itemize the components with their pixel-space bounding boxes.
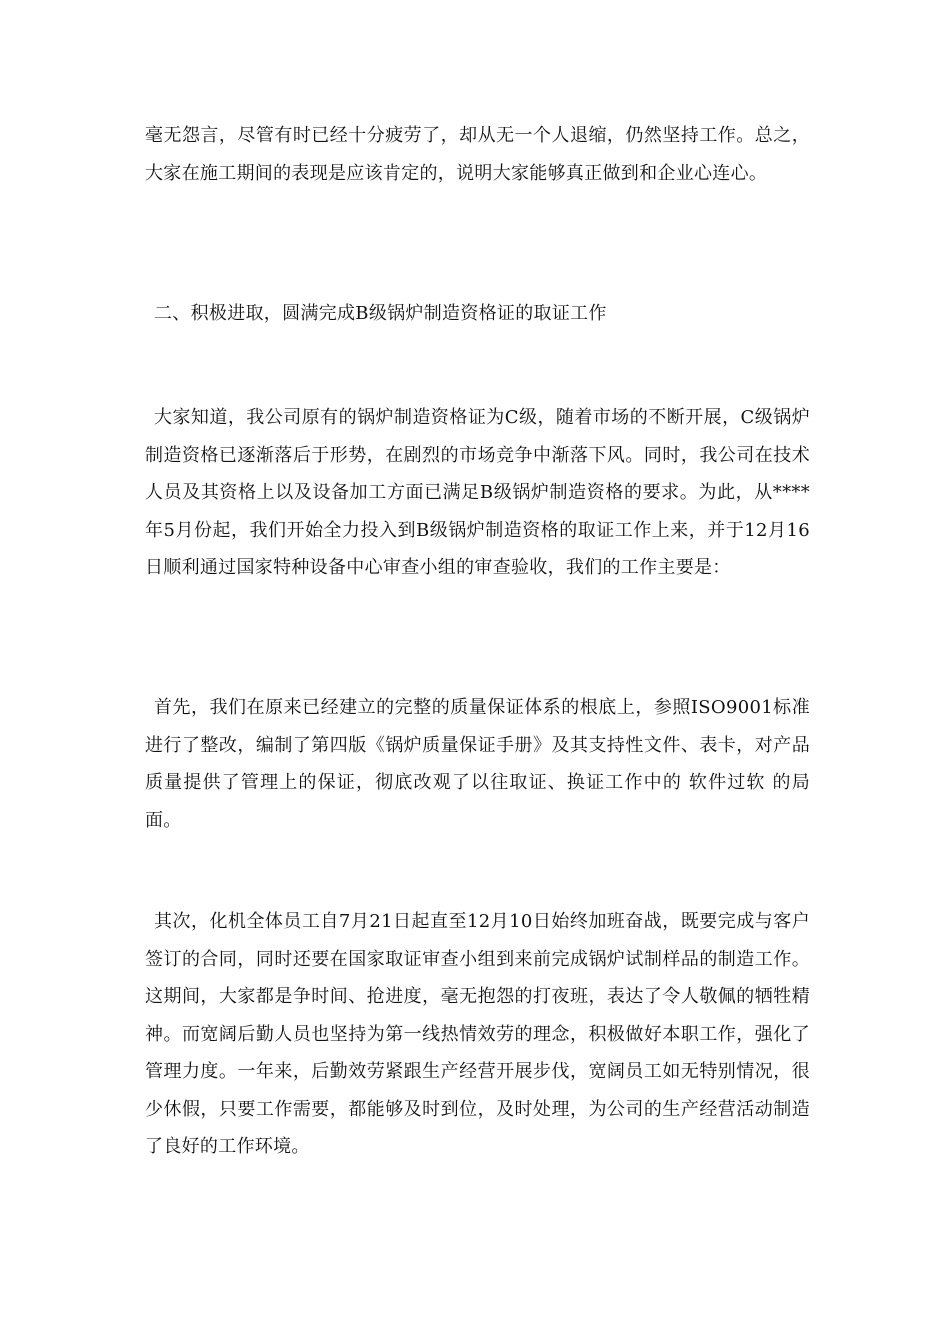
paragraph-second-step: 其次，化机全体员工自7月21日起直至12月10日始终加班奋战，既要完成与客户签订的合同，同时还要在国家取证审查小组到来前完成锅炉试制样品的制造工作。这期间，大家都是争时间、抢进度，毫无抱怨的打夜班，表达了令人敬佩的牺牲精神。而宽阔后勤人员也坚持为第一线热情效劳的理念，积极做好本职工作，强化了管理力度。一年来，后勤效劳紧跟生产经营开展步伐，宽阔员工如无特别情况，很少休假，只要工作需要，都能够及时到位，及时处理，为公司的生产经营活动制造了良好的工作环境。 bbox=[145, 911, 810, 1157]
paragraph-first-step: 首先，我们在原来已经建立的完整的质量保证体系的根底上，参照ISO9001标准进行了整改，编制了第四版《锅炉质量保证手册》及其支持性文件、表卡，对产品质量提供了管理上的保证，彻底改观了以往取证、换证工作中的 软件过软 的局面。 bbox=[145, 697, 810, 831]
paragraph-commitment: 毫无怨言，尽管有时已经十分疲劳了，却从无一个人退缩，仍然坚持工作。总之，大家在施工期间的表现是应该肯定的，说明大家能够真正做到和企业心连心。 bbox=[145, 125, 810, 184]
section-heading: 二、积极进取，圆满完成B级锅炉制造资格证的取证工作 bbox=[154, 303, 607, 324]
paragraph-certification-intro: 大家知道，我公司原有的锅炉制造资格证为C级，随着市场的不断开展，C级锅炉制造资格已逐渐落后于形势，在剧烈的市场竞争中渐落下风。同时，我公司在技术人员及其资格上以及设备加工方面已满足B级锅炉制造资格的要求。为此，从****年5月份起，我们开始全力投入到B级锅炉制造资格的取证工作上来，并于12月16日顺利通过国家特种设备中心审查小组的审查验收，我们的工作主要是： bbox=[145, 407, 810, 578]
